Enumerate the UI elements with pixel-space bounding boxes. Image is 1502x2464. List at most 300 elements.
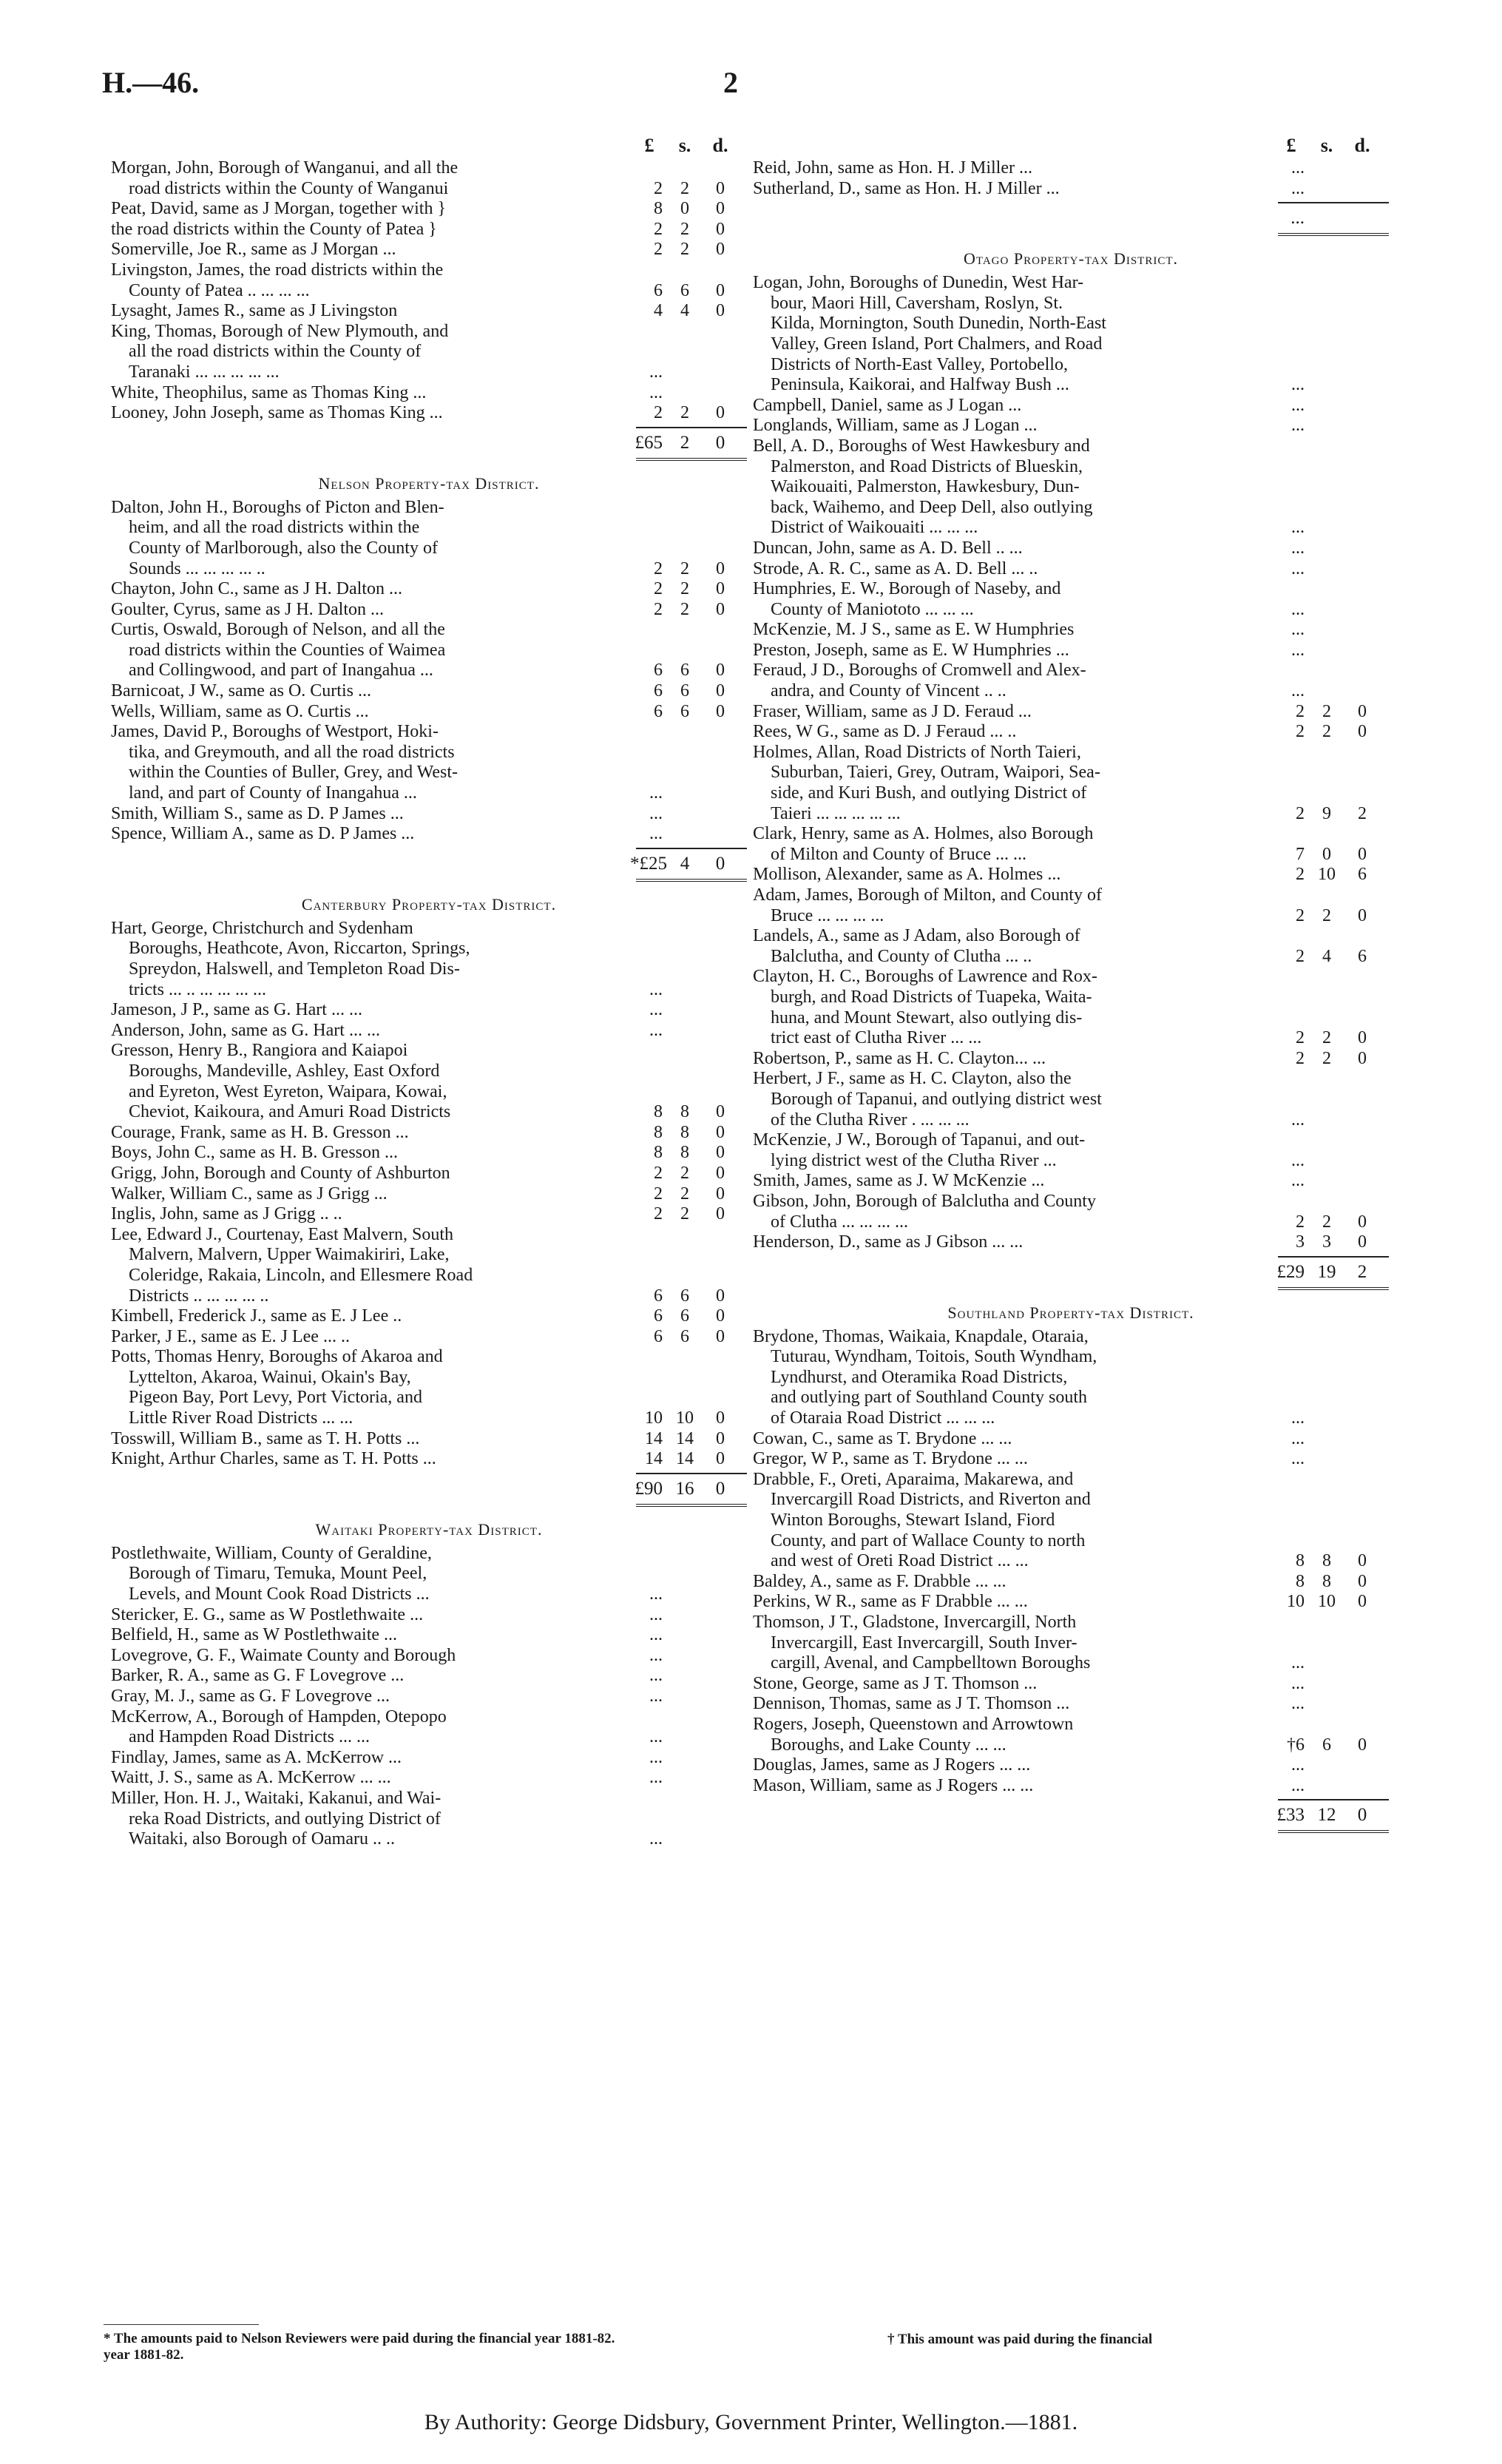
reviewer-entry [753,620,1389,641]
amount-paid [1278,396,1389,416]
pounds-value: 7 [1296,844,1305,864]
amount-paid [1278,641,1389,661]
pounds-value: ... [1291,620,1305,640]
reviewer-entry [111,1544,747,1605]
amount-paid [636,1306,747,1327]
reviewer-name: Smith, James, same as J. W McKenzie ... [753,1171,1045,1191]
reviewer-entry [753,1572,1389,1593]
reviewer-name: Holmes, Allan, Road Districts of North Taieri, Suburban, Taieri, Grey, Outram, Waipori, Sea- side, and Kuri Bush, and outlying District of Taieri ... ... ... ... ... [753,742,1100,823]
reviewer-name: Smith, William S., same as D. P James ... [111,803,404,823]
pence-column-header: d. [1354,135,1370,156]
reviewer-entry [753,1674,1389,1695]
amount-paid [636,579,747,600]
amount-paid [636,661,747,681]
amount-paid [636,1605,747,1626]
reviewer-entry [753,702,1389,723]
pence-value: 0 [1358,1551,1367,1571]
pounds-value: 8 [1296,1551,1305,1571]
pence-value: 0 [716,1428,725,1448]
reviewer-entry [753,1694,1389,1715]
reviewer-entry [111,1184,747,1205]
pounds-value: ... [649,1584,663,1604]
reviewer-entry [753,1327,1389,1429]
amount-paid [636,199,747,220]
pounds-value: 6 [654,661,663,681]
amount-paid [1278,722,1389,743]
district-heading: Nelson Property-tax District. [318,473,540,493]
reviewer-name: Brydone, Thomas, Waikaia, Knapdale, Otaraia, Tuturau, Wyndham, Toitois, South Wyndham, Lyndhurst, and Oteramika Road Districts, and outlying part of Southland County south of Otaraia Road District ... ... ... [753,1326,1097,1428]
reviewer-name: Stericker, E. G., same as W Postlethwaite ... [111,1604,424,1624]
reviewer-name: Livingston, James, the road districts within the County of Patea .. ... ... ... [111,260,444,300]
shillings-value: 4 [1322,946,1331,966]
amount-paid [636,1000,747,1021]
pounds-value: ... [649,1727,663,1747]
currency-header [753,135,1389,158]
pounds-value: ... [1291,1775,1305,1795]
reviewer-name: Douglas, James, same as J Rogers ... ... [753,1755,1031,1775]
district-total [111,845,747,885]
pence-value: 0 [1358,1592,1367,1612]
reviewer-entry [753,273,1389,396]
pounds-column-header: £ [1286,135,1296,156]
shillings-value: 8 [680,1143,689,1163]
pence-value: 6 [1358,865,1367,885]
reviewer-entry [753,1049,1389,1070]
pounds-value: 2 [1296,865,1305,885]
reviewer-name: Reid, John, same as Hon. H. J Miller ... [753,158,1032,178]
pounds-value: 6 [654,1286,663,1306]
shillings-value: 2 [680,432,690,453]
shillings-value: 2 [1322,1048,1331,1068]
pence-value: 0 [715,432,725,453]
amount-paid [636,1449,747,1470]
pounds-value: ... [1291,1408,1305,1428]
reviewer-entry [111,1204,747,1225]
reviewer-name: Mollison, Alexander, same as A. Holmes ... [753,865,1061,885]
pence-value: 0 [1358,1048,1367,1068]
pounds-value: 2 [1296,803,1305,823]
shillings-value: 2 [680,599,689,619]
reviewer-entry [111,240,747,260]
pounds-value: ... [1291,640,1305,660]
currency-header [111,135,747,158]
pounds-value: ... [1291,558,1305,578]
reviewer-name: Baldey, A., same as F. Drabble ... ... [753,1571,1007,1591]
reviewer-name: Adam, James, Borough of Milton, and County of Bruce ... ... ... ... [753,885,1102,925]
amount-paid [636,1021,747,1042]
reviewer-entry [111,1748,747,1769]
reviewer-entry [753,179,1389,200]
amount-paid [1278,1694,1389,1715]
reviewer-entry [753,1776,1389,1797]
reviewer-entry [111,1666,747,1687]
pounds-column-header: £ [644,135,654,156]
pence-value: 0 [716,599,725,619]
pence-value: 0 [1358,1212,1367,1232]
amount-paid [636,179,747,200]
pounds-value: 2 [1296,701,1305,721]
amount-paid [1278,1171,1389,1192]
reviewer-entry [111,220,747,240]
pounds-value: £33 [1276,1805,1305,1826]
pounds-value: 2 [654,403,663,423]
district-heading: Canterbury Property-tax District. [301,894,557,914]
total-double-rule [1278,233,1389,239]
pence-value: 0 [716,1102,725,1122]
pence-value: 0 [1358,701,1367,721]
shillings-column-header: s. [1320,135,1333,156]
reviewer-name: Sutherland, D., same as Hon. H. J Miller ... [753,178,1060,198]
reviewer-name: Clayton, H. C., Boroughs of Lawrence and Rox- burgh, and Road Districts of Tuapeka, Waita- huna, and Mount Stewart, also outlying dis- trict east of Clutha River ... ... [753,967,1097,1048]
reviewer-entry [753,1755,1389,1776]
reviewer-entry [111,702,747,723]
district-total [111,424,747,464]
pence-value: 0 [1358,844,1367,864]
shillings-value: 8 [1322,1551,1331,1571]
amount-paid [1278,518,1389,539]
total-double-rule [636,458,747,464]
pounds-value: ... [1291,375,1305,395]
reviewer-name: Waitt, J. S., same as A. McKerrow ... ... [111,1768,391,1788]
pence-value: 0 [716,701,725,721]
reviewer-name: Barnicoat, J W., same as O. Curtis ... [111,681,371,701]
footnote-dagger: † This amount was paid during the financial [887,2332,1153,2347]
pounds-value: ... [1291,1428,1305,1448]
pounds-value: 2 [1296,1212,1305,1232]
reviewer-entry [111,1021,747,1042]
pounds-value: 2 [1296,1048,1305,1068]
amount-paid [636,1584,747,1605]
reviewer-name: Goulter, Cyrus, same as J H. Dalton ... [111,599,384,619]
amount-paid [636,1748,747,1769]
pence-value: 0 [715,1478,725,1499]
reviewer-entry [111,919,747,1000]
shillings-value: 6 [680,1306,689,1326]
left-column [111,135,747,1850]
pence-column-header: d. [712,135,728,156]
reviewer-name: Campbell, Daniel, same as J Logan ... [753,395,1022,415]
reviewer-name: Strode, A. R. C., same as A. D. Bell ... .. [753,558,1038,578]
shillings-value: 10 [1318,865,1336,885]
pence-value: 0 [716,1143,725,1163]
reviewer-name: Courage, Frank, same as H. B. Gresson ... [111,1122,409,1142]
reviewer-name: Inglis, John, same as J Grigg .. .. [111,1204,342,1224]
reviewer-name: Drabble, F., Oreti, Aparaima, Makarewa, and Invercargill Road Districts, and Riverton and Winton Boroughs, Stewart Island, Fiord County, and part of Wallace County to north and west of Oreti Road District ... ... [753,1469,1091,1571]
pounds-value: ... [1291,178,1305,198]
amount-paid [636,1625,747,1646]
pence-value: 0 [716,1408,725,1428]
reviewer-entry [753,416,1389,436]
amount-paid [1278,620,1389,641]
reviewer-name: the road districts within the County of Patea } [111,219,437,239]
reviewer-name: Bell, A. D., Boroughs of West Hawkesbury and Palmerston, and Road Districts of Blueskin, Waikouaiti, Palmerston, Hawkesbury, Dun- back, Waihemo, and Deep Dell, also outlying District of Waikouaiti ... ... ... [753,436,1093,538]
pounds-value: ... [649,1687,663,1706]
reviewer-entry [111,260,747,301]
pounds-value: £29 [1276,1261,1305,1282]
reviewer-name: Lovegrove, G. F., Waimate County and Borough [111,1645,456,1665]
shillings-value: 4 [680,301,689,321]
shillings-value: 14 [676,1428,694,1448]
amount-paid [1278,1776,1389,1797]
reviewer-name: King, Thomas, Borough of New Plymouth, and all the road districts within the County of Taranaki ... ... ... ... ... [111,321,449,382]
reviewer-entry [111,1327,747,1348]
reviewer-name: Tosswill, William B., same as T. H. Potts ... [111,1428,420,1448]
pounds-value: ... [1291,1171,1305,1191]
reviewer-entry [111,1605,747,1626]
shillings-value: 6 [680,280,689,300]
reviewer-name: Knight, Arthur Charles, same as T. H. Potts ... [111,1449,436,1469]
pence-value: 0 [716,1184,725,1204]
amount-paid [636,1646,747,1667]
shillings-value: 14 [676,1449,694,1469]
pounds-value: ... [649,824,663,844]
amount-paid [1278,906,1389,927]
pounds-value: ... [649,1768,663,1788]
pence-value: 0 [716,1286,725,1306]
amount-paid [1278,1592,1389,1613]
reviewer-entry [111,1449,747,1470]
pounds-value: 2 [654,219,663,239]
pounds-value: 2 [1296,946,1305,966]
pounds-value: 2 [654,1204,663,1224]
amount-paid [1278,1755,1389,1776]
reviewer-name: Peat, David, same as J Morgan, together with } [111,199,446,219]
amount-paid [1278,1151,1389,1172]
reviewer-entry [111,158,747,199]
district-heading: Waitaki Property-tax District. [315,1519,543,1539]
amount-paid [636,1143,747,1164]
pence-value: 0 [716,579,725,599]
shillings-value: 2 [680,579,689,599]
pounds-value: ... [649,362,663,382]
shillings-value: 0 [680,199,689,219]
footnotes [104,2324,1376,2363]
reviewer-name: Spence, William A., same as D. P James ... [111,824,415,844]
reviewer-name: Rees, W G., same as D. J Feraud ... .. [753,722,1017,742]
pence-value: 0 [1358,1028,1367,1048]
amount-paid [1278,1449,1389,1470]
pounds-value: ... [1290,208,1305,229]
amount-paid [636,1327,747,1348]
amount-paid [636,804,747,825]
pounds-value: 3 [1296,1232,1305,1252]
printer-imprint: By Authority: George Didsbury, Government Printer, Wellington.—1881. [424,2410,1078,2434]
shillings-value: 6 [680,1326,689,1346]
reviewer-name: Landels, A., same as J Adam, also Borough of Balclutha, and County of Clutha ... .. [753,926,1080,966]
pounds-value: ... [649,1666,663,1686]
amount-paid [1278,158,1389,179]
reviewer-name: Gray, M. J., same as G. F Lovegrove ... [111,1687,390,1706]
pounds-value: 2 [654,558,663,578]
pounds-value: 6 [654,280,663,300]
amount-paid [1278,1212,1389,1233]
amount-paid [636,383,747,404]
amount-paid [1278,1674,1389,1695]
reviewer-name: White, Theophilus, same as Thomas King ... [111,382,427,402]
pounds-value: 2 [654,579,663,599]
total-double-rule [1278,1287,1389,1293]
reviewer-entry [111,579,747,600]
reviewer-name: Curtis, Oswald, Borough of Nelson, and all the road districts within the Counties of Waimea and Collingwood, and part of Inangahua ... [111,620,446,681]
amount-paid [636,681,747,702]
reviewer-entry [753,722,1389,743]
shillings-value: 6 [680,681,689,701]
pounds-value: ... [1291,395,1305,415]
pounds-value: ... [649,1645,663,1665]
amount-paid [636,301,747,322]
reviewer-name: Fraser, William, same as J D. Feraud ... [753,701,1032,721]
pence-value: 0 [716,1306,725,1326]
reviewer-entry [753,1613,1389,1674]
reviewer-name: McKerrow, A., Borough of Hampden, Otepopo and Hampden Road Districts ... ... [111,1707,447,1747]
reviewer-entry [753,1592,1389,1613]
reviewer-name: Barker, R. A., same as G. F Lovegrove ... [111,1666,405,1686]
pounds-value: 2 [654,1163,663,1183]
reviewer-entry [753,1429,1389,1450]
amount-paid [636,702,747,723]
reviewer-entry [753,396,1389,416]
footnote-star-continued: year 1881-82. [104,2347,184,2363]
reviewer-entry [111,1687,747,1707]
pounds-value: 8 [654,199,663,219]
reviewer-name: Findlay, James, same as A. McKerrow ... [111,1747,402,1767]
amount-paid [636,559,747,580]
pence-value: 0 [716,178,725,198]
reviewer-entry [753,967,1389,1048]
reviewer-entry [753,1192,1389,1232]
document-code: H.—46. [102,66,200,99]
shillings-value: 2 [1322,905,1331,925]
pounds-value: 6 [654,681,663,701]
total-double-rule [1278,1830,1389,1836]
amount-paid [636,281,747,302]
pounds-value: ... [649,803,663,823]
reviewer-entry [753,539,1389,559]
reviewer-entry [753,1715,1389,1755]
reviewer-entry [111,600,747,621]
reviewer-name: McKenzie, M. J S., same as E. W Humphries [753,620,1075,640]
shillings-value: 2 [680,1184,689,1204]
pounds-value: 8 [1296,1571,1305,1591]
pounds-value: ... [1291,599,1305,619]
shillings-value: 2 [680,403,689,423]
total-rule [1278,1799,1389,1800]
pence-value: 0 [1358,905,1367,925]
pounds-value: ... [1291,158,1305,178]
amount-paid [636,240,747,260]
pounds-value: †6 [1287,1735,1305,1755]
amount-paid [1278,1028,1389,1049]
reviewer-entry [753,865,1389,885]
reviewer-entry [753,158,1389,179]
reviewer-entry [111,1306,747,1327]
pounds-value: ... [1291,1110,1305,1130]
reviewer-name: Clark, Henry, same as A. Holmes, also Borough of Milton and County of Bruce ... ... [753,824,1094,864]
pounds-value: ... [649,1829,663,1849]
reviewer-entry [111,1789,747,1850]
reviewer-name: Duncan, John, same as A. D. Bell .. ... [753,538,1023,558]
pounds-value: 2 [1296,905,1305,925]
amount-paid [1278,1232,1389,1253]
reviewer-name: Chayton, John C., same as J H. Dalton ... [111,579,402,599]
pounds-value: ... [1291,1755,1305,1775]
reviewer-name: Parker, J E., same as E. J Lee ... .. [111,1326,350,1346]
shillings-value: 2 [680,1163,689,1183]
reviewer-name: Grigg, John, Borough and County of Ashburton [111,1163,450,1183]
amount-paid [1278,559,1389,580]
pounds-value: ... [649,1020,663,1040]
pounds-value: 8 [654,1102,663,1122]
reviewer-entry [753,824,1389,865]
shillings-value: 6 [680,1286,689,1306]
reviewer-entry [111,1000,747,1021]
shillings-value: 10 [1318,1592,1336,1612]
pounds-value: ... [649,783,663,803]
pence-value: 6 [1358,946,1367,966]
pounds-value: ... [649,1747,663,1767]
reviewer-entry [111,1429,747,1450]
reviewer-entry [111,1625,747,1646]
amount-paid [636,1408,747,1429]
pence-value: 0 [716,219,725,239]
reviewer-name: Postlethwaite, William, County of Geraldine, Borough of Timaru, Temuka, Mount Peel, Levels, and Mount Cook Road Districts ... [111,1543,432,1604]
amount-paid [636,1102,747,1123]
shillings-value: 9 [1322,803,1331,823]
reviewer-entry [111,681,747,702]
reviewer-entry [111,824,747,845]
reviewer-name: Gregor, W P., same as T. Brydone ... ... [753,1449,1028,1469]
reviewer-name: Morgan, John, Borough of Wanganui, and all the road districts within the County of Wanganui [111,158,459,198]
amount-paid [636,1286,747,1307]
pounds-value: ... [1291,518,1305,538]
pounds-value: 2 [654,1184,663,1204]
pence-value: 0 [716,280,725,300]
reviewer-entry [753,1449,1389,1470]
reviewer-entry [111,383,747,404]
shillings-value: 2 [1322,722,1331,742]
reviewer-name: Gresson, Henry B., Rangiora and Kaiapoi Boroughs, Mandeville, Ashley, East Oxford and Eyreton, West Eyreton, Waipara, Kowai, Cheviot, Kaikoura, and Amuri Road Districts [111,1041,451,1122]
pence-value: 0 [716,558,725,578]
amount-paid [1278,375,1389,396]
reviewer-entry [111,1646,747,1667]
pence-value: 0 [716,1122,725,1142]
amount-paid [636,1687,747,1707]
pounds-value: 2 [1296,1028,1305,1048]
pence-value: 0 [1358,1571,1367,1591]
amount-paid [636,980,747,1001]
shillings-value: 3 [1322,1232,1331,1252]
shillings-value: 0 [1322,844,1331,864]
pounds-value: *£25 [630,853,667,874]
pence-value: 2 [1358,803,1367,823]
amount-paid [1278,1110,1389,1131]
reviewer-entry [753,1470,1389,1572]
pounds-value: ... [649,1000,663,1020]
amount-paid [636,1123,747,1144]
shillings-value: 6 [1322,1735,1331,1755]
reviewer-entry [111,199,747,220]
pounds-value: ... [649,382,663,402]
shillings-value: 2 [1322,701,1331,721]
pence-value: 2 [1357,1261,1367,1282]
pounds-value: ... [1291,681,1305,701]
reviewer-name: Lee, Edward J., Courtenay, East Malvern, South Malvern, Malvern, Upper Waimakiriri, Lake, Coleridge, Rakaia, Lincoln, and Ellesmere Road Districts .. ... ... ... .. [111,1224,473,1306]
pence-value: 0 [715,853,725,874]
pounds-value: 14 [645,1428,663,1448]
pounds-value: ... [1291,1694,1305,1714]
pounds-value: ... [649,1604,663,1624]
amount-paid [636,824,747,845]
